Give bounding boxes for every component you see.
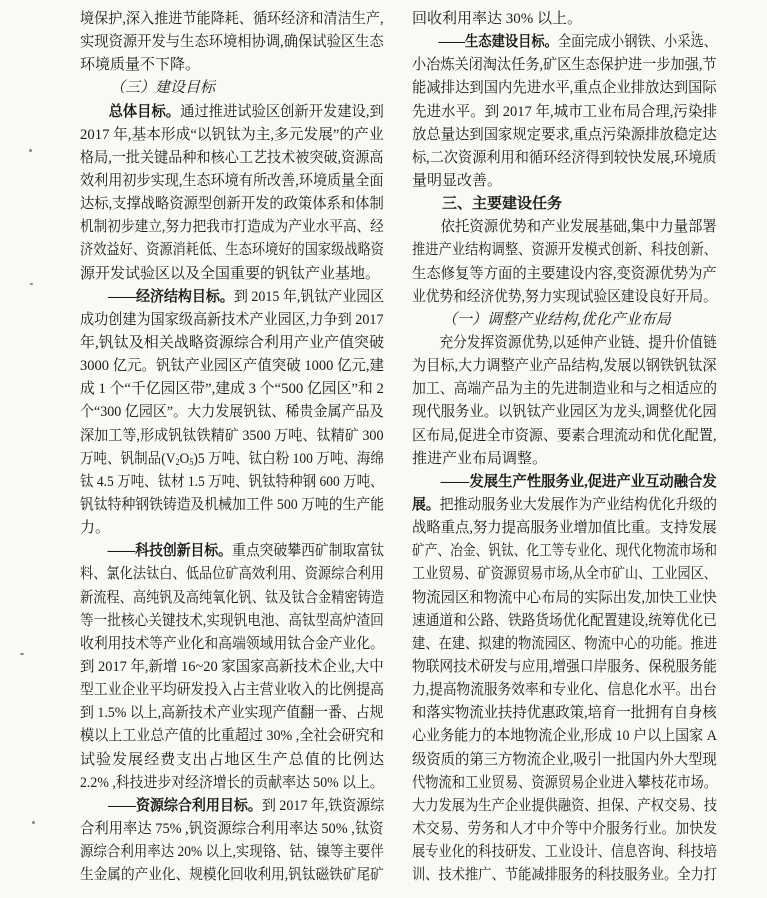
body-text: 能减排达到国内先进水平,重点企业排放达到国际 [412,80,717,97]
body-text: 2 [175,456,180,467]
text-line [412,101,718,124]
body-text: 现代服务业。以钒钛产业园区为龙头,调整优化园 [412,404,717,421]
body-text: 到 2017 年,新增 16~20 家国家高新技术企业,大中 [80,658,384,675]
text-line [412,749,717,772]
text-line [80,355,385,378]
text-line [412,517,717,540]
text-line [412,216,717,239]
text-line [80,795,385,818]
text-line [412,841,718,864]
text-line [412,239,718,262]
text-line [80,563,385,586]
body-text: 达标,支撑战略资源型创新开发的政策体系和体制 [80,196,384,213]
body-text: 钒钛特种钢铁铸造及机械加工件 500 万吨的生产能 [80,496,385,513]
text-line [412,309,717,332]
text-line [80,378,384,401]
body-text: 试验发展经费支出占地区生产总值的比例达 [80,751,384,768]
text-line [412,332,717,355]
text-line [80,263,384,286]
body-text: 合利用率达 75% ,钒资源综合利用率达 50% ,钛资 [80,820,384,837]
text-line [80,818,384,841]
body-text: 放总量达到国家规定要求,重点污染源排放稳定达 [412,126,717,143]
text-line [80,77,384,100]
text-line [412,679,717,702]
body-text: 建、在建、拟建的物流园区、物流中心的功能。推进 [412,635,718,652]
body-text: 收利用技术等产业化和高端领域用钛合金产业化。 [80,635,385,652]
text-line [412,725,717,748]
text-line [412,193,717,216]
text-line [412,494,718,517]
body-text: 机制初步建立,努力把我市打造成为产业水平高、经 [80,219,384,236]
bold-heading-text: ——经济结构目标。 [107,288,234,305]
body-text: 新流程、高纯钒及高纯氧化钒、钛及钛合金精密铸造 [80,589,385,606]
body-text: )5 万吨、钛白粉 100 万吨、海绵 [193,450,384,467]
text-line [80,841,384,864]
bold-heading-text: 总体目标。 [108,103,181,120]
body-text: 力。 [80,520,111,537]
text-line [80,679,385,702]
text-line [412,610,717,633]
text-line [412,448,717,471]
body-text: 加工、高端产品为主的先进制造业和与之相适应的 [412,381,718,398]
body-text: 到 2015 年,钒钛产业园区 [233,288,385,305]
body-text: 依托资源优势和产业发展基础,集中力量部署 [440,219,717,236]
body-text: 济效益好、资源消耗低、生态环境好的国家级战略资 [80,242,385,259]
text-line [80,517,384,540]
body-text: 2017 年,基本形成“以钒钛为主,多元发展”的产业 [80,126,384,143]
text-line [412,355,717,378]
body-text: 标,二次资源利用和循环经济得到较快发展,环境质 [412,149,717,166]
body-text: 境保护,深入推进节能降耗、循环经济和清洁生产, [80,11,384,27]
body-text: 回收利用率达 30% 以上。 [412,11,582,27]
text-line [80,170,384,193]
text-line [412,702,717,725]
bold-heading-text: ——科技创新目标。 [107,543,233,560]
text-line [80,216,384,239]
text-line [412,401,717,424]
scan-speck [29,149,32,152]
text-line [80,749,384,772]
body-text: 先进水平。到 2017 年,城市工业布局合理,污染排 [412,103,718,120]
text-line [80,309,384,332]
body-text: 工业贸易、矿资源贸易市场,从全市矿山、工业园区、 [412,566,717,583]
scan-speck [32,821,35,824]
bold-heading-text: 三、主要建设任务 [442,196,563,213]
body-text: 为目标,大力调整产业产品结构,发展以钢铁钒钛深 [412,358,717,375]
body-text: 速通道和公路、铁路货场优化配置建设,统筹优化已 [412,612,717,629]
text-line [80,610,384,633]
body-text: 物流园区和物流中心布局的实际出发,加快工业快 [412,589,717,606]
text-line [80,286,385,309]
kaiti-heading-text: （一）调整产业结构,优化产业布局 [442,311,671,328]
body-text: 环境质量不下降。 [80,57,201,74]
body-text: 术交易、劳务和人才中介等中介服务行业。加快发 [412,820,718,837]
text-line [80,471,384,494]
body-text: 推进产业结构调整、资源开发模式创新、科技创新、 [412,242,718,259]
text-line [412,471,717,494]
body-text: 实现资源开发与生态环境相协调,确保试验区生态 [80,34,384,51]
text-column-left [80,8,384,887]
body-text: 深加工等,形成钒钛铁精矿 3500 万吨、钛精矿 300 [80,427,384,444]
text-line [80,702,384,725]
text-line [80,332,384,355]
body-text: 源开发试验区以及全国重要的钒钛产业基地。 [80,265,381,282]
body-text: 生态修复等方面的主要建设内容,变资源优势为产 [412,265,717,282]
body-text: 训、技术推广、节能减排服务的科技服务业。全力打 [412,867,718,884]
body-text: 通过推进试验区创新开发建设,到 [180,103,384,120]
body-text: 代物流和工业贸易、资源贸易企业进入攀枝花市场。 [412,774,718,791]
text-line [80,448,384,471]
scan-speck [30,283,33,285]
body-text: 量明显改善。 [412,172,503,189]
bold-heading-text: ——发展生产性服务业,促进产业互动融合发 [440,473,717,490]
scan-speck [692,31,694,33]
text-line [80,193,384,216]
body-text: 物联网技术研发与应用,增强口岸服务、保税服务能 [412,658,717,675]
text-line [412,286,717,309]
body-text: 源综合利用率达 20% 以上,实现铬、钴、镍等主要伴 [80,844,384,861]
body-text: 5 [189,456,194,467]
body-text: 心业务能力的本地物流企业,形成 10 户以上国家 A [412,728,717,745]
body-text: 重点突破攀西矿制取富钛 [232,543,385,560]
body-text: 模以上工业总产值的比重超过 30% ,全社会研究和 [80,728,384,745]
body-text: 3000 亿元。钒钛产业园区产值突破 1000 亿元,建 [80,358,385,375]
body-text: 力,提高物流服务效率和专业化、信息化水平。出台 [412,682,717,699]
body-text: 成 1 个“千亿园区带”,建成 3 个“500 亿园区”和 2 [80,381,384,398]
text-line [80,725,384,748]
body-text: 年,钒钛及相关战略资源综合利用产业产值突破 [80,334,384,351]
bold-heading-text: 展。 [412,496,440,513]
text-line [412,124,717,147]
body-text: 料、氯化法钛白、低品位矿高效利用、资源综合利用 [80,566,385,583]
text-line [80,124,384,147]
body-text: 级资质的第三方物流企业,吸引一批国内外大型现 [412,751,717,768]
text-line [80,101,384,124]
body-text: 充分发挥资源优势,以延伸产业链、提升价值链 [439,334,717,351]
body-text: 钛 4.5 万吨、钛材 1.5 万吨、钒钛特种钢 600 万吨、 [80,473,384,490]
text-line [80,401,384,424]
text-line [80,8,384,31]
text-line [80,772,384,795]
kaiti-heading-text: （三）建设目标 [110,80,216,97]
text-line [80,147,384,170]
body-text: 成功创建为国家级高新技术产业园区,力争到 2017 [80,311,384,328]
text-line [412,633,718,656]
body-text: 把推动服务业大发展作为产业结构优化升级的 [439,496,718,513]
text-line [80,864,384,887]
body-text: 个“300 亿园区”。大力发展钒钛、稀贵金属产品及 [80,404,384,421]
text-line [412,54,717,77]
text-line [412,772,718,795]
text-line [412,31,718,54]
body-text: O [179,450,190,467]
text-line [412,378,718,401]
bold-heading-text: ——生态建设目标。 [438,34,558,51]
body-text: 全面完成小钢铁、小采选、 [557,34,718,51]
text-line [412,8,717,31]
body-text: 大力发展为生产企业提供融资、担保、产权交易、技 [412,797,718,814]
body-text: 生金属的产业化、规模化回收利用,钒钛磁铁矿尾矿 [80,867,384,884]
text-line [80,31,384,54]
text-line [80,494,385,517]
body-text: 到 1.5% 以上,高新技术产业实现产值翻一番、占规 [80,705,384,722]
text-line [80,540,385,563]
text-line [80,54,384,77]
text-line [412,587,717,610]
text-line [412,864,718,887]
text-line [80,425,384,448]
body-text: 矿产、冶金、钒钛、化工等专业化、现代化物流市场和 [412,543,718,560]
text-line [80,633,385,656]
text-line [412,563,717,586]
text-line [80,656,384,679]
scan-speck [20,653,24,655]
text-line [412,147,717,170]
body-text: 格局,一批关键品种和核心工艺技术被突破,资源高 [80,149,384,166]
text-line [80,239,385,262]
text-line [412,795,718,818]
text-line [412,425,717,448]
body-text: 型工业企业平均研发投入占主营业收入的比例提高 [80,682,385,699]
body-text: 业优势和经济优势,努力实现试验区建设良好开局。 [412,288,717,305]
body-text: 区布局,促进全市资源、要素合理流动和优化配置, [412,427,717,444]
text-line [412,656,717,679]
text-line [412,818,718,841]
text-line [412,170,717,193]
text-line [412,263,717,286]
body-text: 和落实物流业扶持优惠政策,培育一批拥有自身核 [412,705,717,722]
body-text: 战略重点,努力提高服务业增加值比重。支持发展 [412,520,717,537]
body-text: 推进产业布局调整。 [412,450,548,467]
text-line [412,77,717,100]
body-text: 到 2017 年,铁资源综 [261,797,385,814]
body-text: 小冶炼关闭淘汰任务,矿区生态保护进一步加强,节 [412,57,717,74]
body-text: 展专业化的科技研发、工业设计、信息咨询、科技培 [412,844,718,861]
text-line [80,587,385,610]
text-line [412,540,718,563]
bold-heading-text: ——资源综合利用目标。 [107,797,262,814]
text-column-right [412,8,717,887]
body-text: 万吨、钒制品(V [80,450,176,467]
body-text: 等一批核心关键技术,实现钒电池、高钛型高炉渣回 [80,612,384,629]
body-text: 效利用初步实现,生态环境有所改善,环境质量全面 [80,172,384,189]
body-text: 2.2% ,科技进步对经济增长的贡献率达 50% 以上。 [80,774,384,791]
